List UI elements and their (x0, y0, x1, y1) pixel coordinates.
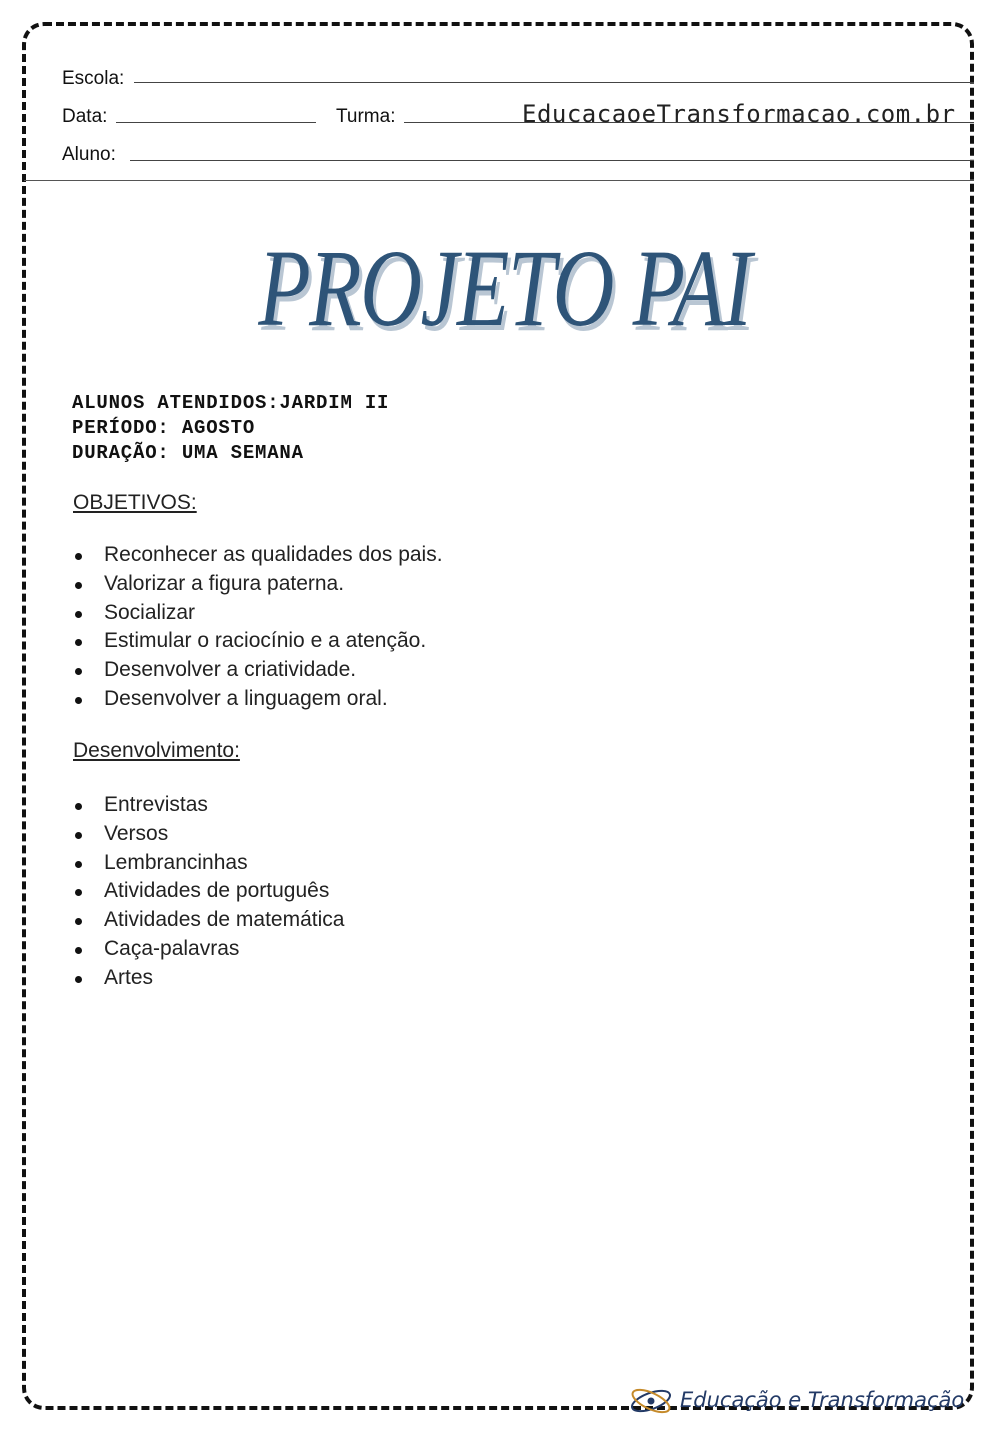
list-item: Lembrancinhas (72, 849, 344, 878)
objetivos-list (72, 541, 443, 714)
list-item: Entrevistas (72, 791, 344, 820)
data-label: Data: (62, 106, 108, 127)
info-alunos: ALUNOS ATENDIDOS:JARDIM II (72, 392, 390, 414)
website-watermark: EducacaoeTransformacao.com.br (522, 100, 956, 128)
escola-field[interactable] (134, 82, 974, 83)
turma-label: Turma: (336, 106, 396, 127)
list-item: Desenvolver a linguagem oral. (72, 685, 443, 714)
list-item: Socializar (72, 599, 443, 628)
info-periodo: PERÍODO: AGOSTO (72, 417, 256, 439)
desenvolvimento-list (72, 791, 344, 993)
logo-text: Educação e Transformação (680, 1388, 965, 1412)
list-item: Valorizar a figura paterna. (72, 570, 443, 599)
data-field[interactable] (116, 122, 316, 123)
list-item: Atividades de português (72, 877, 344, 906)
atom-orbit-icon (628, 1384, 674, 1418)
list-item: Desenvolver a criatividade. (72, 656, 443, 685)
header-divider (24, 180, 974, 181)
aluno-label: Aluno: (62, 144, 116, 165)
objetivos-heading: OBJETIVOS: (73, 491, 197, 514)
list-item: Estimular o raciocínio e a atenção. (72, 627, 443, 656)
escola-label: Escola: (62, 68, 125, 89)
list-item: Versos (72, 820, 344, 849)
list-item: Caça-palavras (72, 935, 344, 964)
list-item: Atividades de matemática (72, 906, 344, 935)
desenvolvimento-heading: Desenvolvimento: (73, 739, 240, 762)
page-title: PROJETO PAI (258, 227, 751, 349)
list-item: Artes (72, 964, 344, 993)
list-item: Reconhecer as qualidades dos pais. (72, 541, 443, 570)
info-duracao: DURAÇÃO: UMA SEMANA (72, 442, 304, 464)
aluno-field[interactable] (130, 160, 974, 161)
